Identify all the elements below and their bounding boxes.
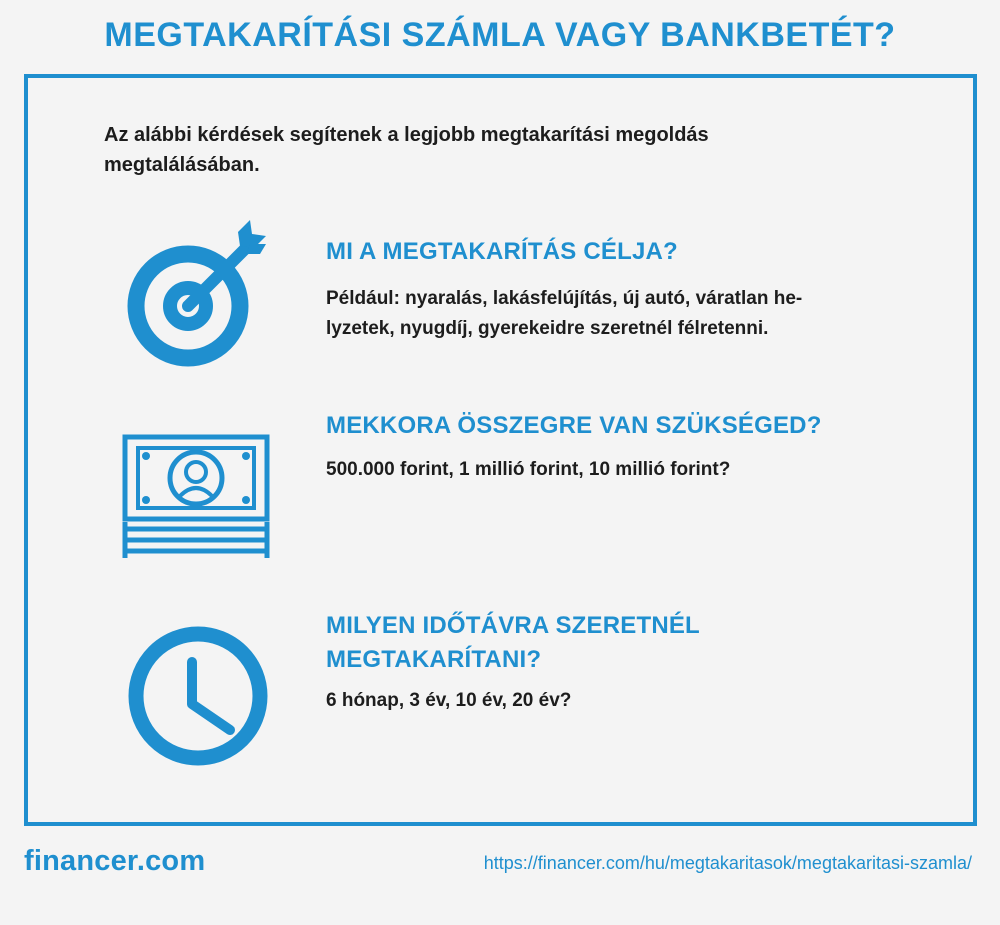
- question-2-text: 500.000 forint, 1 millió forint, 10 millió forint?: [326, 459, 731, 480]
- logo-o: o: [161, 845, 180, 877]
- clock-icon: [126, 624, 270, 768]
- target-icon: [126, 218, 276, 368]
- banknote-stack-icon: [122, 434, 270, 562]
- page-title: MEGTAKARÍTÁSI SZÁMLA VAGY BANKBETÉT?: [104, 16, 896, 54]
- question-2-title: MEKKORA ÖSSZEGRE VAN SZÜKSÉGED?: [326, 412, 822, 439]
- source-url-link[interactable]: https://financer.com/hu/megtakaritasok/megtakaritasi-szamla/: [483, 853, 972, 873]
- question-1-text-line-1: Például: nyaralás, lakásfelújítás, új autó, váratlan he-: [326, 288, 803, 309]
- question-3-title-line-2: MEGTAKARÍTANI?: [326, 646, 542, 673]
- question-1-text-line-2: lyzetek, nyugdíj, gyerekeidre szeretnél félretenni.: [326, 318, 769, 339]
- content-card: [24, 74, 977, 826]
- financer-logo[interactable]: [24, 845, 205, 878]
- question-1-title: MI A MEGTAKARÍTÁS CÉLJA?: [326, 238, 678, 265]
- logo-text-main: financer.c: [24, 845, 162, 877]
- logo-text-end: m: [179, 845, 206, 877]
- question-3-text: 6 hónap, 3 év, 10 év, 20 év?: [326, 690, 572, 711]
- question-3-title-line-1: MILYEN IDŐTÁVRA SZERETNÉL: [326, 612, 700, 639]
- intro-text: Az alábbi kérdések segítenek a legjobb megtakarítási megoldás megtalálásában.: [104, 124, 709, 176]
